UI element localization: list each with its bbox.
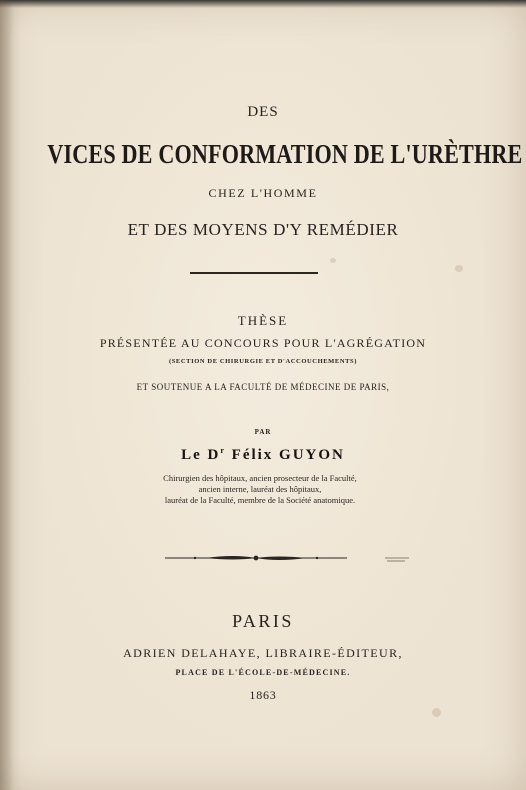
subtitle-line-2: ET DES MOYENS D'Y REMÉDIER xyxy=(127,220,399,239)
imprint-year: 1863 xyxy=(249,688,277,702)
ornamental-rule xyxy=(165,552,347,564)
top-edge-shadow xyxy=(0,0,526,8)
presented-line: PRÉSENTÉE AU CONCOURS POUR L'AGRÉGATION xyxy=(99,336,427,350)
credential-line: Chirurgien des hôpitaux, ancien prosecteur de la Faculté, xyxy=(163,473,357,483)
author-prefix-sup: r xyxy=(220,446,226,455)
foxing-spot xyxy=(455,265,463,272)
foxing-spot xyxy=(330,258,336,263)
stray-ink-mark xyxy=(383,555,411,565)
title-prefix: DES xyxy=(247,104,279,120)
subtitle-line-1: CHEZ L'HOMME xyxy=(208,186,318,200)
main-title: VICES DE CONFORMATION DE L'URÈTHRE xyxy=(47,139,523,169)
by-label: PAR xyxy=(254,428,272,436)
imprint-publisher: ADRIEN DELAHAYE, LIBRAIRE-ÉDITEUR, xyxy=(123,646,403,660)
author-line xyxy=(0,446,526,464)
credential-line: lauréat de la Faculté, membre de la Société anatomique. xyxy=(164,495,356,505)
foxing-spot xyxy=(432,708,441,717)
title-rule xyxy=(190,272,318,274)
imprint-city: PARIS xyxy=(232,611,294,631)
author-prefix: Le D xyxy=(181,447,221,463)
credential-line: ancien interne, lauréat des hôpitaux, xyxy=(198,484,322,494)
defended-line: ET SOUTENUE A LA FACULTÉ DE MÉDECINE DE PARIS, xyxy=(136,382,390,392)
author-credentials xyxy=(110,473,410,506)
imprint-address: PLACE DE L'ÉCOLE-DE-MÉDECINE. xyxy=(175,668,351,677)
author-name: Félix GUYON xyxy=(225,447,345,463)
section-note: (SECTION DE CHIRURGIE ET D'ACCOUCHEMENTS) xyxy=(168,358,358,365)
thesis-heading: THÈSE xyxy=(237,313,289,328)
